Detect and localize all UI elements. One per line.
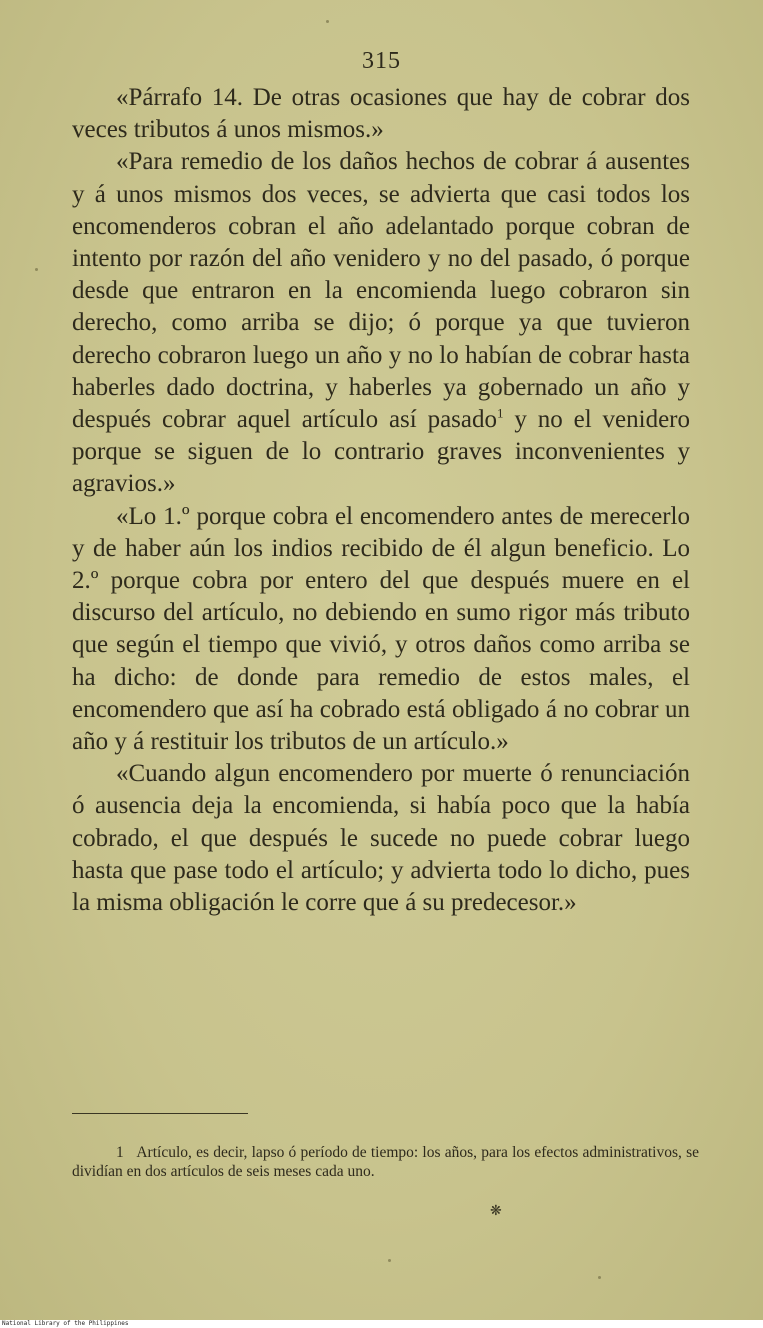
body-text	[72, 82, 690, 919]
footnote-divider	[72, 1113, 248, 1114]
page-number: 315	[362, 48, 401, 74]
paper-speck	[598, 1276, 601, 1279]
footnote	[72, 1143, 699, 1181]
paper-speck	[326, 20, 329, 23]
library-credit: National Library of the Philippines	[2, 1320, 129, 1327]
paragraph: «Cuando algun encomendero por muerte ó renunciación ó ausencia deja la encomienda, si había poco que la había cobrado, el que después le sucede no puede cobrar luego hasta que pase todo el artículo; y advierta todo lo dicho, pues la misma obligación le corre que á su predecesor.»	[72, 760, 690, 917]
footnote-number: 1	[116, 1144, 124, 1161]
footnote-text: Artículo, es decir, lapso ó período de tiempo: los años, para los efectos administrativos, se dividían en dos artículos de seis meses cada uno.	[72, 1144, 700, 1180]
paragraph-text: «Para remedio de los daños hechos de cobrar á ausentes y á unos mismos dos veces, se advierta que casi todos los encomenderos cobran el año adelantado porque cobran de intento por razón del año venidero y no del pasado, ó porque desde que entraron en la encomienda luego cobraron sin derecho, como arriba se dijo; ó porque ya que tuvieron derecho cobraron luego un año y no lo habían de cobrar hasta haberles dado doctrina, y haberles ya gobernado un año y después cobrar aquel artículo así pasado	[72, 148, 690, 434]
paragraph: «Lo 1.º porque cobra el encomendero antes de merecerlo y de haber aún los indios recibido de él algun beneficio. Lo 2.º porque cobra por entero del que después muere en el discurso del artículo, no debiendo en sumo rigor más tributo que según el tiempo que vivió, y otros daños como arriba se ha dicho: de donde para remedio de estos males, el encomendero que así ha cobrado está obligado á no cobrar un año y á restituir los tributos de un artículo.»	[72, 502, 690, 756]
paragraph-text-continued: y no el venidero porque se siguen de lo contrario graves inconvenientes y agravios.»	[72, 406, 690, 498]
paper-speck	[388, 1259, 391, 1262]
paragraph-heading: «Párrafo 14. De otras ocasiones que hay de cobrar dos veces tributos á unos mismos.»	[72, 84, 690, 144]
paper-speck	[35, 268, 38, 271]
footnote-reference: 1	[497, 405, 504, 421]
paragraph	[72, 146, 690, 500]
ornament-icon: ❋	[490, 1204, 502, 1219]
